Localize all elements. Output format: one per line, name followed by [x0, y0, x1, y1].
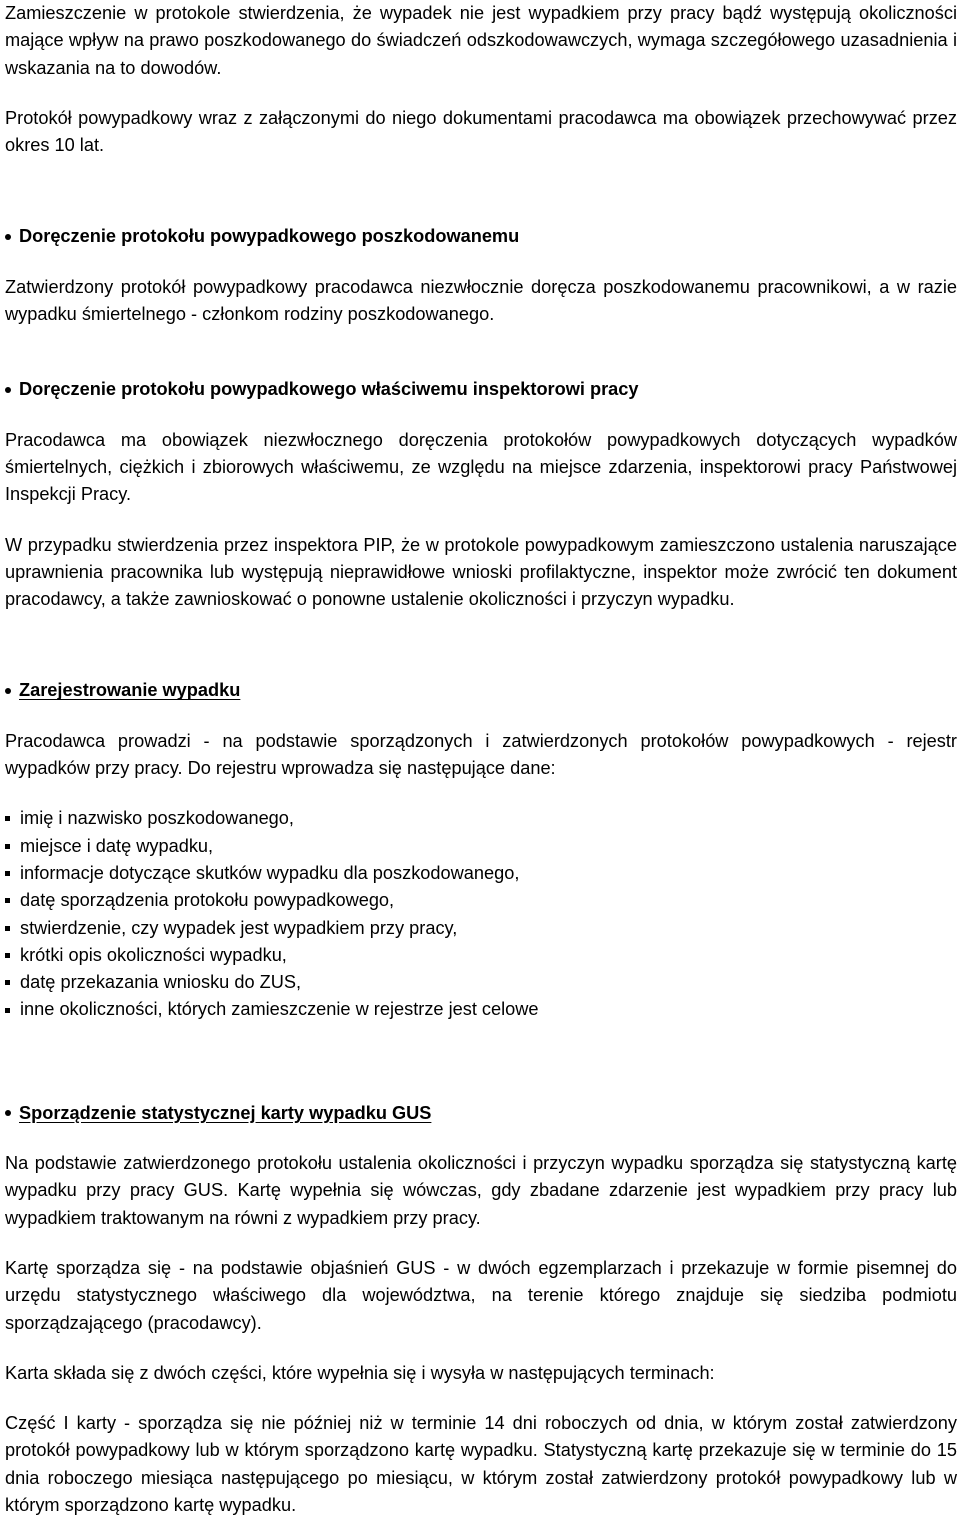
square-bullet-icon	[5, 898, 10, 903]
heading-text: Doręczenie protokołu powypadkowego poszkodowanemu	[19, 226, 520, 247]
bullet-dot-icon	[5, 1110, 11, 1116]
document-page	[5, 0, 957, 1519]
heading-text: Zarejestrowanie wypadku	[19, 680, 241, 701]
heading-delivery-to-inspector	[5, 376, 957, 403]
list-item: imię i nazwisko poszkodowanego,	[5, 805, 957, 832]
square-bullet-icon	[5, 1008, 10, 1013]
list-item: datę sporządzenia protokołu powypadkowego,	[5, 887, 957, 914]
heading-text: Sporządzenie statystycznej karty wypadku GUS	[19, 1102, 432, 1123]
list-item: krótki opis okoliczności wypadku,	[5, 942, 957, 969]
square-bullet-icon	[5, 844, 10, 849]
heading-gus-card	[5, 1100, 957, 1127]
bullet-dot-icon	[5, 234, 11, 240]
paragraph-gus-card-parts: Karta składa się z dwóch części, które wypełnia się i wysyła w następujących terminach:	[5, 1362, 715, 1383]
paragraph-gus-card-basis: Na podstawie zatwierdzonego protokołu ustalenia okoliczności i przyczyn wypadku sporządza się statystyczną kartę wypadku przy pracy GUS. Kartę wypełnia się wówczas, gdy zbadane zdarzenie jest wypadkiem przy pracy lub wypadkiem traktowanym na równi z wypadkiem przy pracy.	[5, 1153, 957, 1228]
paragraph-gus-card-part-one: Część I karty - sporządza się nie później niż w terminie 14 dni roboczych od dnia, w którym został zatwierdzony protokół powypadkowy lub w którym sporządzono kartę wypadku. Statystyczną kartę przekazuje się w terminie do 15 dnia roboczego miesiąca następującego po miesiącu, w którym został zatwierdzony protokół powypadkowy lub w którym sporządzono kartę wypadku.	[5, 1413, 957, 1515]
square-bullet-icon	[5, 953, 10, 958]
paragraph-justification-requirement: Zamieszczenie w protokole stwierdzenia, że wypadek nie jest wypadkiem przy pracy bądź występują okoliczności mające wpływ na prawo poszkodowanego do świadczeń odszkodowawczych, wymaga szczegółowego uzasadnienia i wskazania na to dowodów.	[5, 3, 957, 78]
bullet-dot-icon	[5, 387, 11, 393]
square-bullet-icon	[5, 980, 10, 985]
list-item: inne okoliczności, których zamieszczenie w rejestrze jest celowe	[5, 996, 957, 1023]
paragraph-delivery-to-injured: Zatwierdzony protokół powypadkowy pracodawca niezwłocznie doręcza poszkodowanemu pracownikowi, a w razie wypadku śmiertelnego - członkom rodziny poszkodowanego.	[5, 276, 957, 325]
register-data-list	[5, 805, 957, 1023]
list-item: informacje dotyczące skutków wypadku dla poszkodowanego,	[5, 860, 957, 887]
paragraph-gus-card-preparation: Kartę sporządza się - na podstawie objaśnień GUS - w dwóch egzemplarzach i przekazuje w formie pisemnej do urzędu statystycznego właściwego dla województwa, na terenie którego znajduje się siedziba podmiotu sporządzającego (pracodawcy).	[5, 1257, 957, 1333]
square-bullet-icon	[5, 816, 10, 821]
heading-text: Doręczenie protokołu powypadkowego właściwemu inspektorowi pracy	[19, 379, 639, 400]
bullet-dot-icon	[5, 688, 11, 694]
list-item: datę przekazania wniosku do ZUS,	[5, 969, 957, 996]
heading-registration	[5, 677, 957, 704]
square-bullet-icon	[5, 926, 10, 931]
paragraph-registration: Pracodawca prowadzi - na podstawie sporządzonych i zatwierdzonych protokołów powypadkowych - rejestr wypadków przy pracy. Do rejestru wprowadza się następujące dane:	[5, 730, 957, 779]
list-item: stwierdzenie, czy wypadek jest wypadkiem przy pracy,	[5, 915, 957, 942]
list-item: miejsce i datę wypadku,	[5, 833, 957, 860]
square-bullet-icon	[5, 871, 10, 876]
heading-delivery-to-injured	[5, 223, 957, 250]
paragraph-retention-period: Protokół powypadkowy wraz z załączonymi do niego dokumentami pracodawca ma obowiązek przechowywać przez okres 10 lat.	[5, 107, 957, 156]
paragraph-inspector-return: W przypadku stwierdzenia przez inspektora PIP, że w protokole powypadkowym zamieszczono ustalenia naruszające uprawnienia pracownika lub występują nieprawidłowe wnioski profilaktyczne, inspektor może zwrócić ten dokument pracodawcy, a także zawnioskować o ponowne ustalenie okoliczności i przyczyn wypadku.	[5, 534, 957, 610]
paragraph-delivery-to-inspector: Pracodawca ma obowiązek niezwłocznego doręczenia protokołów powypadkowych dotyczących wypadków śmiertelnych, ciężkich i zbiorowych właściwemu, ze względu na miejsce zdarzenia, inspektorowi pracy Państwowej Inspekcji Pracy.	[5, 429, 957, 505]
